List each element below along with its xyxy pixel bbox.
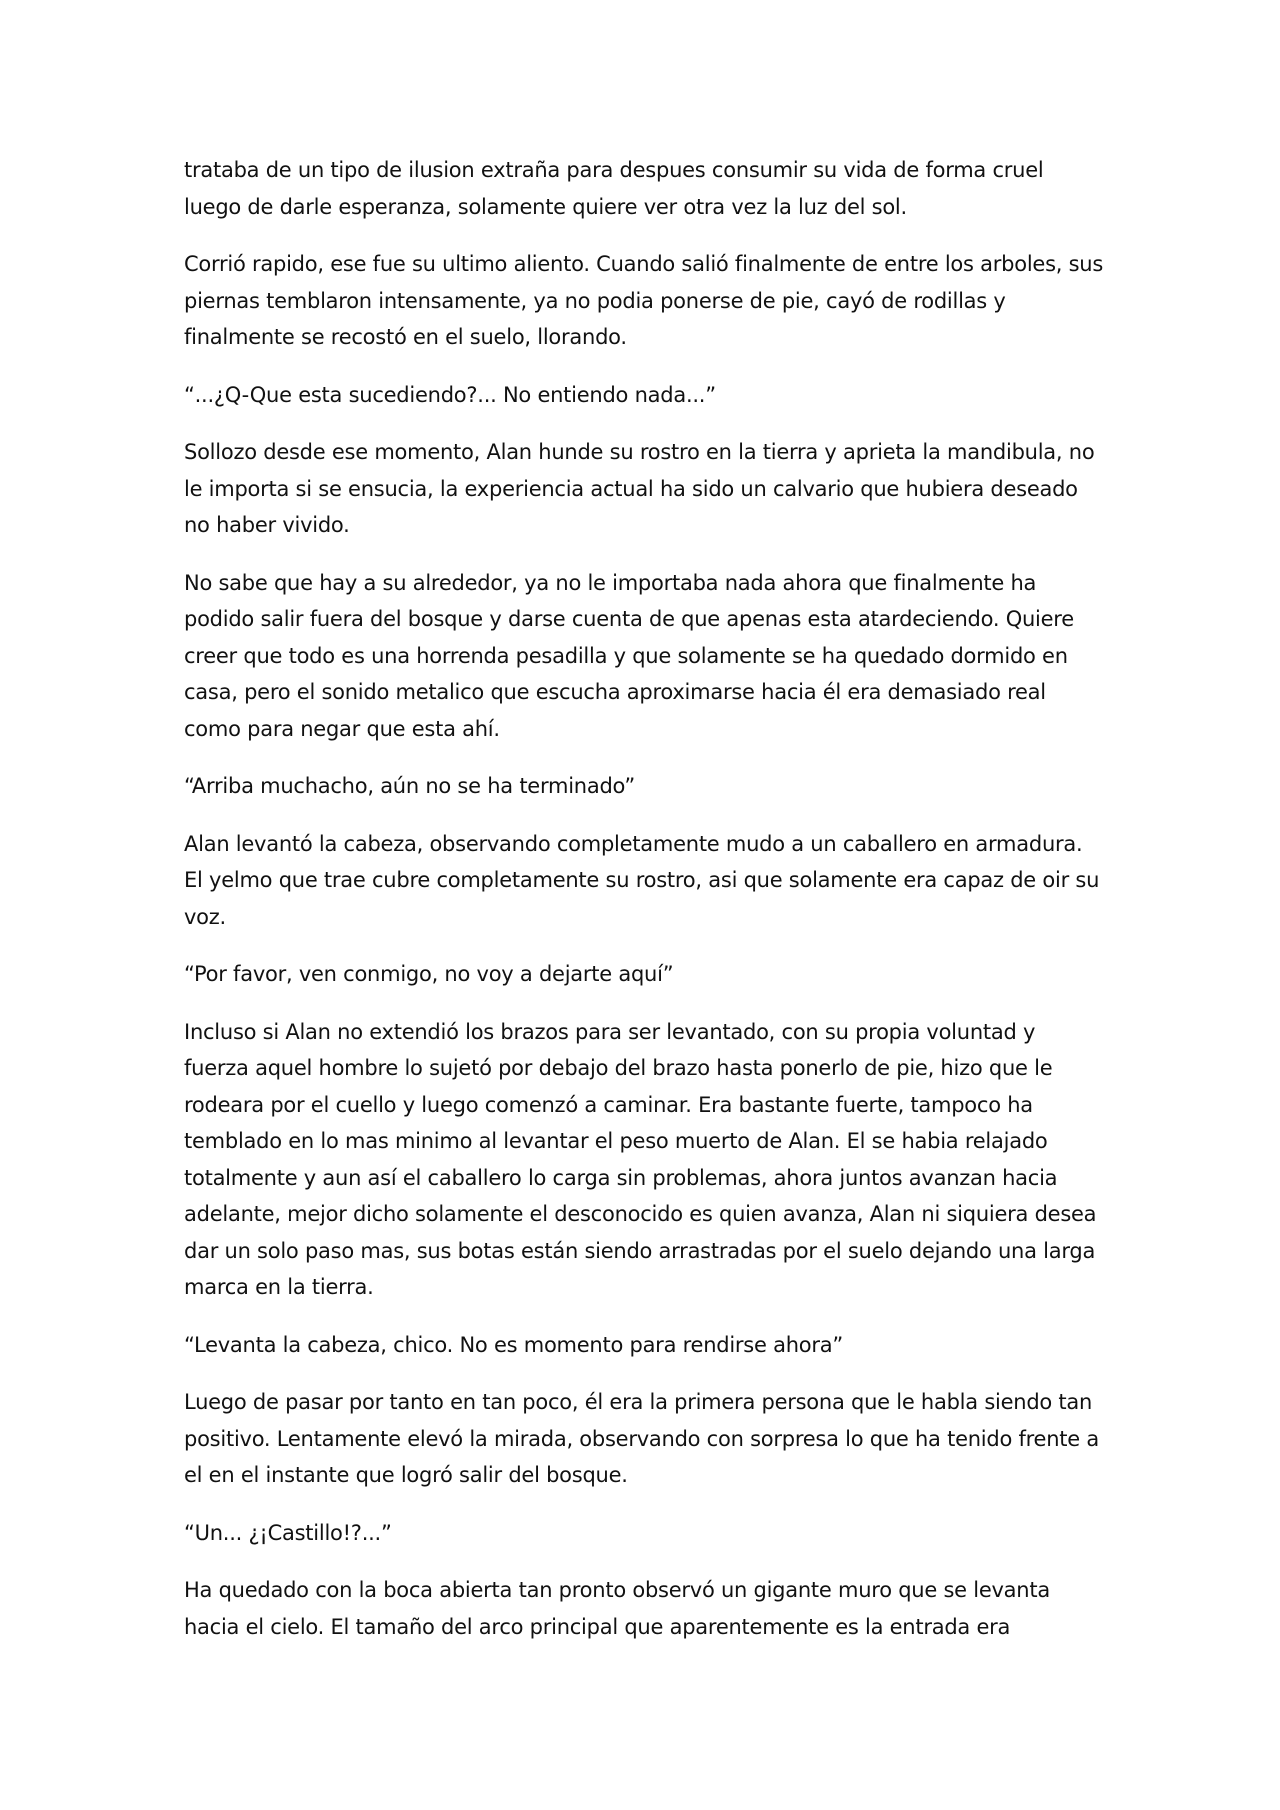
paragraph: trataba de un tipo de ilusion extraña para despues consumir su vida de forma cruel luego de darle esperanza, solamente quiere ver otra vez la luz del sol.: [184, 158, 1044, 219]
paragraph: Incluso si Alan no extendió los brazos para ser levantado, con su propia voluntad y fuerza aquel hombre lo sujetó por debajo del brazo hasta ponerlo de pie, hizo que le rodeara por el cuello y luego comenzó a caminar. Era bastante fuerte, tampoco ha temblado en lo mas minimo al levantar el peso muerto de Alan. El se habia relajado totalmente y aun así el caballero lo carga sin problemas, ahora juntos avanzan hacia adelante, mejor dicho solamente el desconocido es quien avanza, Alan ni siquiera desea dar un solo paso mas, sus botas están siendo arrastradas por el suelo dejando una larga marca en la tierra.: [184, 1019, 1097, 1299]
paragraph: Corrió rapido, ese fue su ultimo aliento. Cuando salió finalmente de entre los arboles, sus piernas temblaron intensamente, ya no podia ponerse de pie, cayó de rodillas y finalmente se recostó en el suelo, llorando.: [184, 252, 1104, 349]
paragraph: Ha quedado con la boca abierta tan pronto observó un gigante muro que se levanta hacia el cielo. El tamaño del arco principal que aparentemente es la entrada era: [184, 1578, 1050, 1639]
paragraph: Sollozo desde ese momento, Alan hunde su rostro en la tierra y aprieta la mandibula, no le importa si se ensucia, la experiencia actual ha sido un calvario que hubiera deseado no haber vivido.: [184, 440, 1095, 537]
paragraph: Alan levantó la cabeza, observando completamente mudo a un caballero en armadura. El yelmo que trae cubre completamente su rostro, asi que solamente era capaz de oir su voz.: [184, 831, 1100, 929]
dialogue-line: “Arriba muchacho, aún no se ha terminado”: [184, 774, 636, 798]
dialogue-line: “...¿Q-Que esta sucediendo?... No entiendo nada...”: [184, 382, 716, 407]
body-text: [184, 152, 1104, 1666]
paragraph: No sabe que hay a su alrededor, ya no le importaba nada ahora que finalmente ha podido salir fuera del bosque y darse cuenta de que apenas esta atardeciendo. Quiere creer que todo es una horrenda pesadilla y que solamente se ha quedado dormido en casa, pero el sonido metalico que escucha aproximarse hacia él era demasiado real como para negar que esta ahí.: [184, 570, 1074, 741]
paragraph: Luego de pasar por tanto en tan poco, él era la primera persona que le habla siendo tan positivo. Lentamente elevó la mirada, observando con sorpresa lo que ha tenido frente a el en el instante que logró salir del bosque.: [184, 1390, 1099, 1487]
dialogue-line: “Un... ¿¡Castillo!?...”: [184, 1520, 392, 1545]
dialogue-line: “Levanta la cabeza, chico. No es momento para rendirse ahora”: [184, 1332, 844, 1357]
dialogue-line: “Por favor, ven conmigo, no voy a dejarte aquí”: [184, 962, 674, 986]
